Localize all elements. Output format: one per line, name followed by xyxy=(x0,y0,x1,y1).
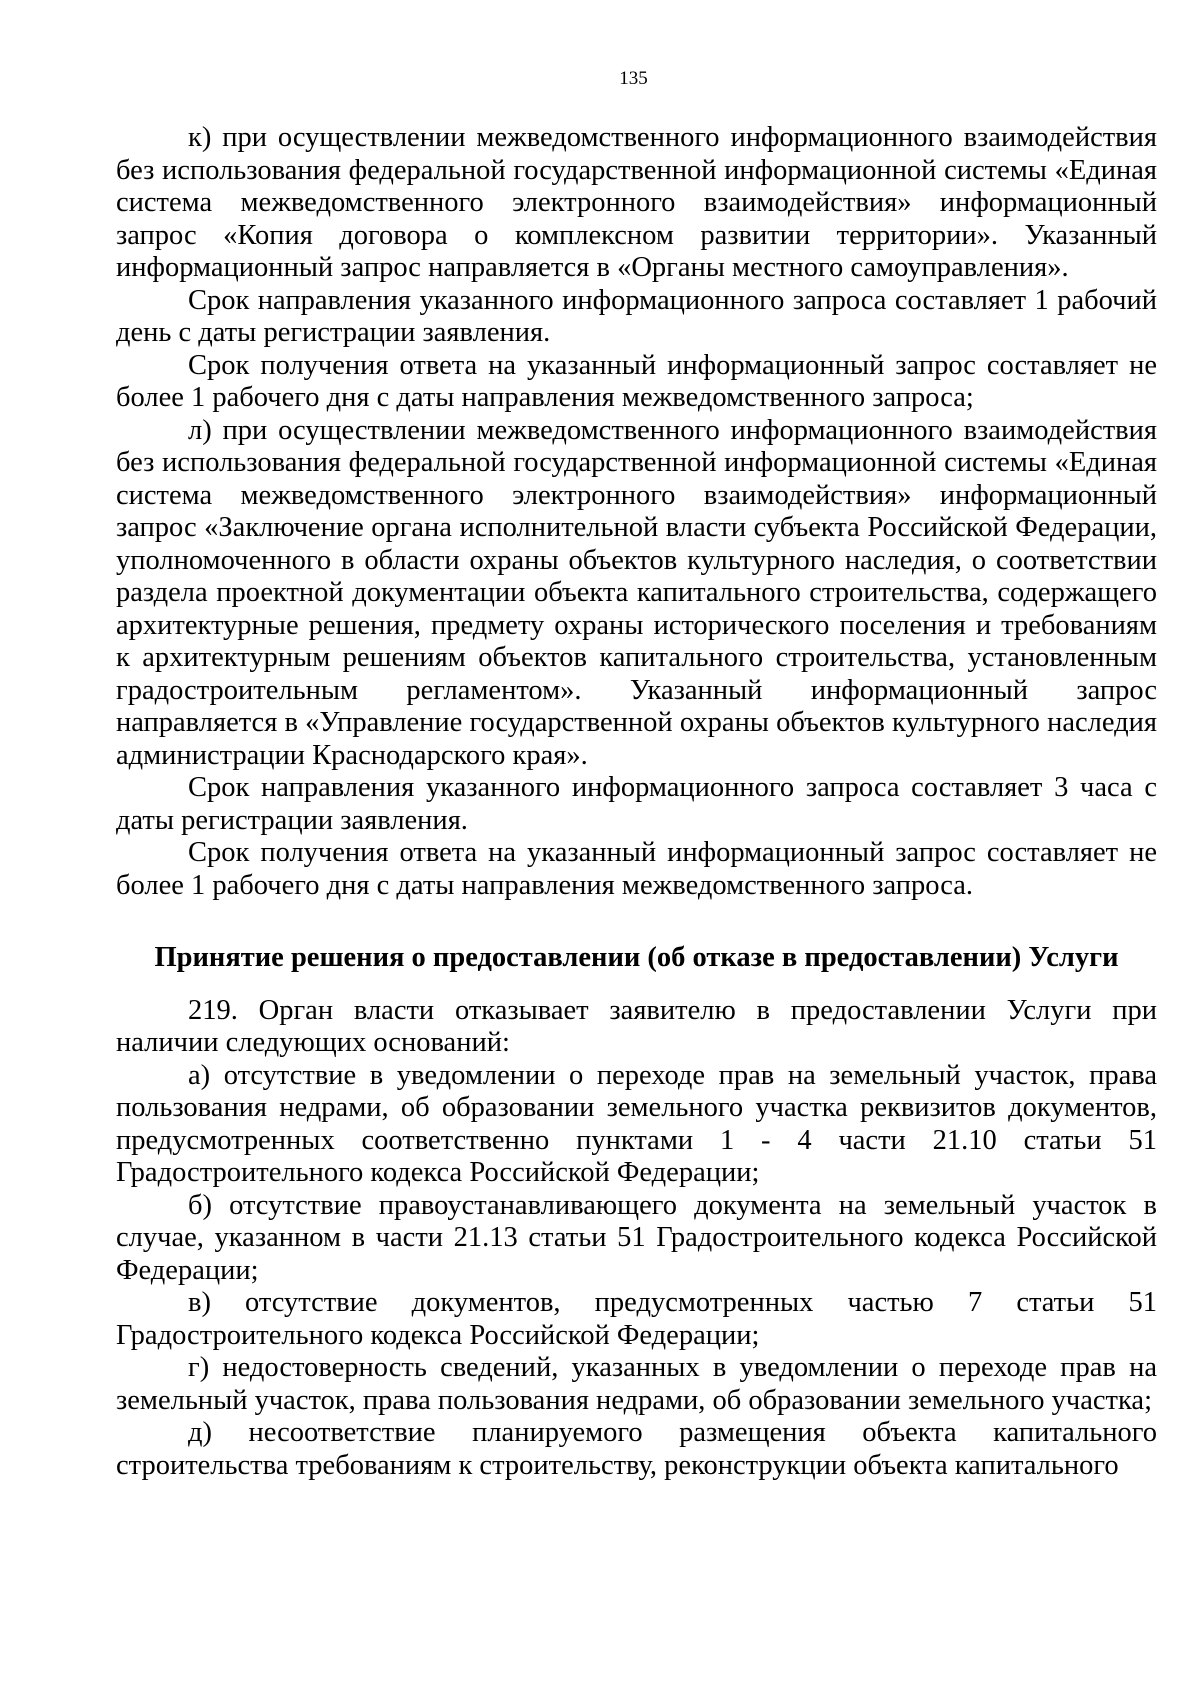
page-number: 135 xyxy=(619,68,648,89)
paragraph-219-b: б) отсутствие правоустанавливающего документа на земельный участок в случае, указанном в части 21.13 статьи 51 Градостроительного кодекса Российской Федерации; xyxy=(116,1189,1157,1286)
paragraph-219-d: д) несоответствие планируемого размещения объекта капитального строительства требованиям к строительству, реконструкции объекта капитального xyxy=(116,1417,1157,1481)
paragraph-219-v: в) отсутствие документов, предусмотренных частью 7 статьи 51 Градостроительного кодекса Российской Федерации; xyxy=(116,1287,1157,1351)
paragraph-219-a: а) отсутствие в уведомлении о переходе прав на земельный участок, права пользования недрами, об образовании земельного участка реквизитов документов, предусмотренных соответственно пунктами 1 - 4 части 21.10 статьи 51 Градостроительного кодекса Российской Федерации; xyxy=(116,1059,1157,1188)
paragraph-l-response-deadline: Срок получения ответа на указанный информационный запрос составляет не более 1 рабочего дня с даты направления межведомственного запроса. xyxy=(116,837,1157,901)
paragraph-k-request: к) при осуществлении межведомственного информационного взаимодействия без использования федеральной государственной информационной системы «Единая система межведомственного электронного взаимодействия» информационный запрос «Копия договора о комплексном развитии территории». Указанный информационный запрос направляется в «Органы местного самоуправления». xyxy=(116,122,1157,283)
paragraph-k-response-deadline: Срок получения ответа на указанный информационный запрос составляет не более 1 рабочего дня с даты направления межведомственного запроса; xyxy=(116,349,1157,413)
paragraph-219-g: г) недостоверность сведений, указанных в уведомлении о переходе прав на земельный участок, права пользования недрами, об образовании земельного участка; xyxy=(116,1352,1157,1416)
paragraph-l-send-deadline: Срок направления указанного информационного запроса составляет 3 часа с даты регистрации заявления. xyxy=(116,772,1157,836)
document-body xyxy=(116,122,1157,1482)
paragraph-k-send-deadline: Срок направления указанного информационного запроса составляет 1 рабочий день с даты регистрации заявления. xyxy=(116,284,1157,348)
paragraph-l-request: л) при осуществлении межведомственного информационного взаимодействия без использования федеральной государственной информационной системы «Единая система межведомственного электронного взаимодействия» информационный запрос «Заключение органа исполнительной власти субъекта Российской Федерации, уполномоченного в области охраны объектов культурного наследия, о соответствии раздела проектной документации объекта капитального строительства, содержащего архитектурные решения, предмету охраны исторического поселения и требованиям к архитектурным решениям объектов капитального строительства, установленным градостроительным регламентом». Указанный информационный запрос направляется в «Управление государственной охраны объектов культурного наследия администрации Краснодарского края». xyxy=(116,414,1157,771)
paragraph-219: 219. Орган власти отказывает заявителю в предоставлении Услуги при наличии следующих оснований: xyxy=(116,994,1157,1058)
section-heading: Принятие решения о предоставлении (об отказе в предоставлении) Услуги xyxy=(154,942,1119,973)
